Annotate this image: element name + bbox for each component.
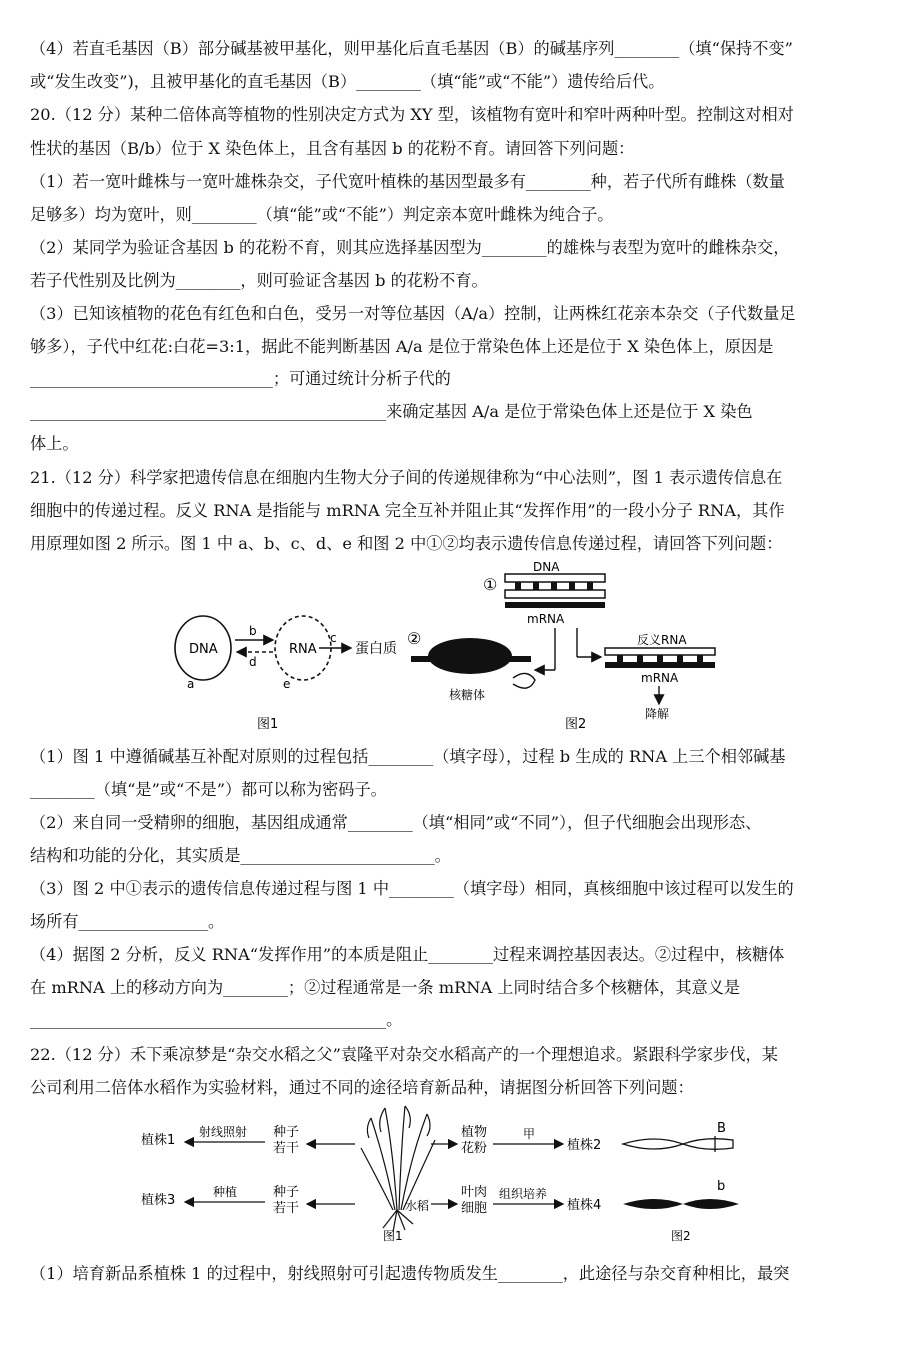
- fig22-planting: 种植: [213, 1185, 238, 1199]
- dna-strand-top: [505, 574, 605, 582]
- fig22-tissue: 组织培养: [499, 1187, 548, 1201]
- q20-3-line-2: 够多），子代中红花:白花=3:1，据此不能判断基因 A/a 是位于常染色体上还是位于 X 染色体上，原因是: [30, 337, 774, 356]
- fig22-2: [623, 1121, 739, 1243]
- mrna-strand: [505, 602, 605, 608]
- fig22-plant3: 植株3: [141, 1193, 176, 1208]
- fig22-meso-1: 叶肉: [461, 1185, 488, 1200]
- fig21-circle-1: ①: [483, 575, 498, 594]
- q21-3-line-1: （3）图 2 中①表示的遗传信息传递过程与图 1 中________（填字母）相同，真核细胞中该过程可以发生的: [30, 879, 794, 898]
- q20-3-line-1: （3）已知该植物的花色有红色和白色，受另一对等位基因（A/a）控制，让两株红花亲本杂交（子代数量足: [30, 304, 796, 323]
- q22-figure: [135, 1100, 775, 1250]
- q21-figure: [165, 552, 735, 742]
- fig22-pollen-1: 植物: [461, 1125, 488, 1140]
- fig21-label-b: b: [249, 624, 257, 638]
- q22-stem-line-2: 公司利用二倍体水稻作为实验材料，通过不同的途径培育新品种，请据图分析回答下列问题：: [30, 1078, 694, 1097]
- fig21-2-mrna-top-label: mRNA: [527, 612, 565, 626]
- chromosome-B-left: [623, 1139, 683, 1149]
- chromosome-b-left: [623, 1199, 683, 1209]
- q20-1-line-2: 足够多）均为宽叶，则________（填“能”或“不能”）判定亲本宽叶雌株为纯合子。: [30, 205, 614, 224]
- q20-stem-line-2: 性状的基因（B/b）位于 X 染色体上，且含有基因 b 的花粉不育。请回答下列问题：: [30, 139, 635, 158]
- fig22-rice: 水稻: [405, 1199, 430, 1213]
- fig22-plant1: 植株1: [141, 1133, 176, 1148]
- fig22-seeds-bot-1: 种子: [273, 1185, 300, 1200]
- fig21-rna-label: RNA: [289, 642, 317, 657]
- q22-stem-line-1: 22.（12 分）禾下乘凉梦是“杂交水稻之父”袁隆平对杂交水稻高产的一个理想追求。紧跟科学家步伐，某: [30, 1045, 778, 1064]
- fig22-seeds-bot-2: 若干: [273, 1201, 300, 1216]
- q20-3-line-4: ____________________________________________来确定基因 A/a 是位于常染色体上还是位于 X 染色: [30, 402, 753, 421]
- fig21-circle-2: ②: [407, 629, 422, 648]
- q21-3-line-2: 场所有________________。: [30, 912, 225, 931]
- fig21-label-e: e: [283, 677, 291, 691]
- ribosome: [428, 638, 512, 674]
- target-mrna-strand: [605, 662, 715, 668]
- fig21-2-mrna-bottom-label: mRNA: [641, 671, 679, 685]
- fig21-2-caption: 图2: [565, 717, 587, 732]
- rice-plant: [361, 1106, 435, 1232]
- fig22-seeds-top-1: 种子: [273, 1125, 300, 1140]
- fig21-dna-label: DNA: [189, 642, 218, 657]
- fig21-label-a: a: [187, 677, 195, 691]
- fig22-meso-2: 细胞: [461, 1201, 488, 1216]
- q22-1-line-1: （1）培育新品系植株 1 的过程中，射线照射可引起遗传物质发生________，此途径与杂交育种相比，最突: [30, 1264, 790, 1283]
- fig21-ribosome-label: 核糖体: [449, 688, 486, 702]
- fig21-protein-label: 蛋白质: [355, 641, 397, 657]
- q20-3-line-3: ______________________________；可通过统计分析子代的: [30, 369, 451, 388]
- antisense-rna-strand: [605, 648, 715, 655]
- q21-4-line-1: （4）据图 2 分析，反义 RNA“发挥作用”的本质是阻止________过程来调控基因表达。②过程中，核糖体: [30, 945, 785, 964]
- fig22-jia: 甲: [523, 1127, 536, 1141]
- q21-stem-line-3: 用原理如图 2 所示。图 1 中 a、b、c、d、e 和图 2 中①②均表示遗传信息传递过程，请回答下列问题：: [30, 534, 783, 553]
- q21-2-line-1: （2）来自同一受精卵的细胞，基因组成通常________（填“相同”或“不同”），但子代细胞会出现形态、: [30, 813, 762, 832]
- q20-1-line-1: （1）若一宽叶雌株与一宽叶雄株杂交，子代宽叶植株的基因型最多有________种，若子代所有雌株（数量: [30, 172, 785, 191]
- fig22-1-caption: 图1: [383, 1229, 403, 1243]
- chromosome-b-right: [683, 1199, 739, 1209]
- fig22-1: [141, 1106, 601, 1243]
- fig21-label-d: d: [249, 655, 257, 669]
- fig21-label-c: c: [330, 631, 337, 645]
- fig22-pollen-2: 花粉: [461, 1141, 488, 1156]
- fig21-2-dna-label: DNA: [533, 560, 560, 574]
- q21-4-line-2: 在 mRNA 上的移动方向为________；②过程通常是一条 mRNA 上同时结合多个核糖体，其意义是: [30, 978, 741, 997]
- fig22-radiation: 射线照射: [199, 1125, 248, 1139]
- fig21-1-caption: 图1: [257, 717, 279, 732]
- fig22-seeds-top-2: 若干: [273, 1141, 300, 1156]
- fig21-degrade-label: 降解: [645, 707, 670, 721]
- fig22-2-caption: 图2: [671, 1229, 691, 1243]
- q19-4-line-1: （4）若直毛基因（B）部分碱基被甲基化，则甲基化后直毛基因（B）的碱基序列________（填“保持不变”: [30, 39, 793, 58]
- q21-stem-line-1: 21.（12 分）科学家把遗传信息在细胞内生物大分子间的传递规律称为“中心法则”，图 1 表示遗传信息在: [30, 468, 783, 487]
- q21-stem-line-2: 细胞中的传递过程。反义 RNA 是指能与 mRNA 完全互补并阻止其“发挥作用”的一段小分子 RNA，其作: [30, 501, 785, 520]
- fig21-2: [407, 560, 715, 732]
- fig22-plant2: 植株2: [567, 1138, 602, 1153]
- q20-2-line-2: 若子代性别及比例为________，则可验证含基因 b 的花粉不育。: [30, 271, 488, 290]
- q21-4-line-3: ____________________________________________。: [30, 1010, 403, 1029]
- q21-1-line-1: （1）图 1 中遵循碱基互补配对原则的过程包括________（填字母），过程 b 生成的 RNA 上三个相邻碱基: [30, 747, 786, 766]
- q21-1-line-2: ________（填“是”或“不是”）都可以称为密码子。: [30, 780, 387, 799]
- q19-4-line-2: 或“发生改变”)，且被甲基化的直毛基因（B）________（填“能”或“不能”）遗传给后代。: [30, 72, 665, 91]
- q20-stem-line-1: 20.（12 分）某种二倍体高等植物的性别决定方式为 XY 型，该植物有宽叶和窄叶两种叶型。控制这对相对: [30, 105, 794, 124]
- fig22-gene-B: B: [717, 1121, 726, 1136]
- fig22-gene-b: b: [717, 1179, 726, 1194]
- fig21-antisense-label: 反义RNA: [637, 633, 687, 647]
- fig22-plant4: 植株4: [567, 1198, 602, 1213]
- fig21-1: [175, 616, 397, 732]
- q20-2-line-1: （2）某同学为验证含基因 b 的花粉不育，则其应选择基因型为________的雄株与表型为宽叶的雌株杂交，: [30, 238, 790, 257]
- peptide-chain: [513, 673, 535, 688]
- q21-2-line-2: 结构和功能的分化，其实质是________________________。: [30, 846, 451, 865]
- dna-strand-bottom: [505, 590, 605, 598]
- q20-3-line-5: 体上。: [30, 434, 79, 453]
- chromosome-B-right: [683, 1139, 733, 1150]
